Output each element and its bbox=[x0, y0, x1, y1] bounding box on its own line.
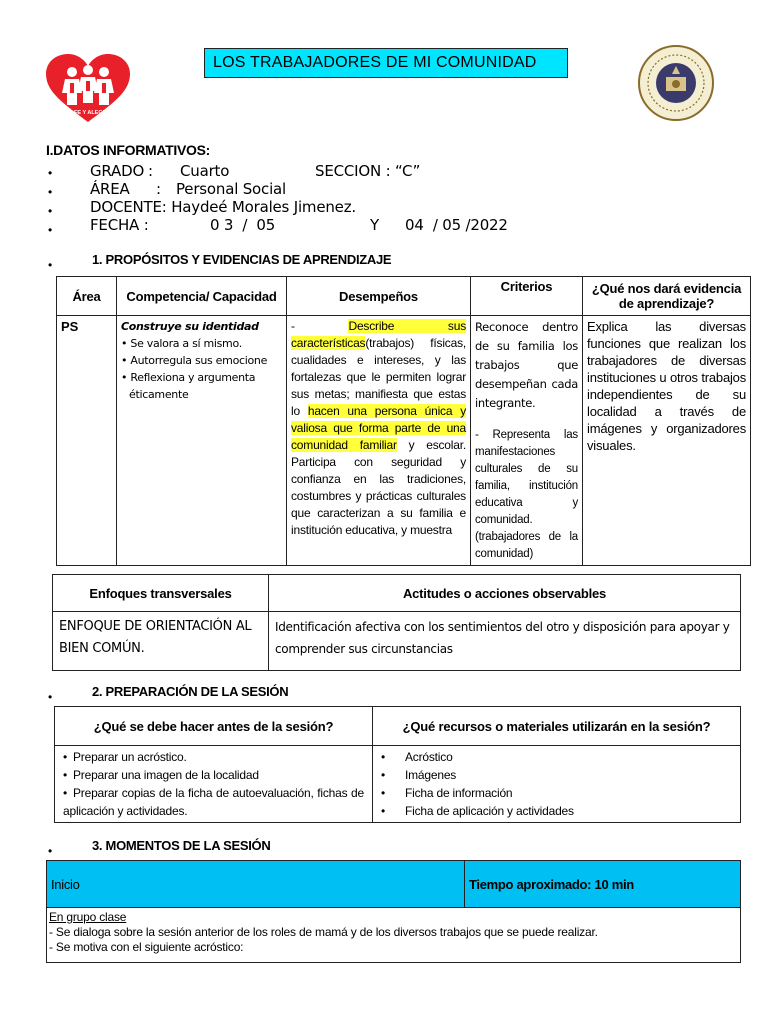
inicio-body bbox=[47, 908, 741, 963]
criterio-2: - Representa las manifestaciones culturales de su familia, institución educativa y comunidad. (trabajadores de la comunidad) bbox=[475, 429, 578, 560]
fe-y-alegria-logo bbox=[44, 52, 132, 124]
bullet: • bbox=[48, 223, 53, 237]
recurso-item: • Ficha de aplicación y actividades bbox=[381, 802, 732, 820]
recurso-item: • Acróstico bbox=[381, 748, 732, 766]
capacidad-item: • Se valora a sí mismo. bbox=[121, 337, 242, 350]
desempeno-highlight: Describe sus características bbox=[291, 319, 466, 350]
header-criterios: Criterios bbox=[471, 277, 583, 316]
area-separator: : bbox=[156, 180, 161, 198]
inicio-line: - Se motiva con el siguiente acróstico: bbox=[49, 940, 244, 954]
header-desempenos: Desempeños bbox=[287, 277, 471, 316]
fecha-end: 04 / 05 /2022 bbox=[405, 216, 508, 234]
desempeno-cell bbox=[287, 316, 471, 566]
docente-line: DOCENTE: Haydeé Morales Jimenez. bbox=[90, 198, 356, 216]
header-evidencia: ¿Qué nos dará evidencia de aprendizaje? bbox=[583, 277, 751, 316]
antes-item: • Preparar copias de la ficha de autoevaluación, fichas de aplicación y actividades. bbox=[63, 784, 364, 820]
header-area: Área bbox=[57, 277, 117, 316]
section2-heading: 2. PREPARACIÓN DE LA SESIÓN bbox=[92, 684, 289, 699]
bullet: • bbox=[48, 844, 53, 858]
grado-label: GRADO bbox=[90, 162, 145, 180]
area-label: ÁREA bbox=[90, 180, 130, 198]
seccion-value: SECCION : “C” bbox=[315, 162, 421, 180]
inicio-line: - Se dialoga sobre la sesión anterior de los roles de mamá y de los diversos trabajos que se puede realizar. bbox=[49, 925, 598, 939]
actitud-cell: Identificación afectiva con los sentimientos del otro y disposición para apoyar y comprender sus circunstancias bbox=[269, 612, 741, 671]
bullet: • bbox=[48, 690, 53, 704]
capacidad-item: • Autorregula sus emocione bbox=[121, 354, 268, 367]
desempeno-text: (trabajos) físicas, cualidades e intereses, y las fortalezas que le permiten lograr sus metas; manifiesta que estas lo bbox=[291, 336, 466, 418]
section1-heading: 1. PROPÓSITOS Y EVIDENCIAS DE APRENDIZAJE bbox=[92, 252, 392, 267]
fecha-start: 0 3 / 05 bbox=[210, 216, 276, 234]
bullet: • bbox=[48, 166, 53, 180]
grado-value: Cuarto bbox=[180, 162, 230, 180]
propositos-table bbox=[56, 276, 751, 566]
bullet: • bbox=[48, 204, 53, 218]
capacidad-item: • Reflexiona y argumenta éticamente bbox=[121, 371, 256, 401]
section3-heading: 3. MOMENTOS DE LA SESIÓN bbox=[92, 838, 271, 853]
enfoques-table bbox=[52, 574, 741, 671]
bullet: • bbox=[48, 185, 53, 199]
header-competencia: Competencia/ Capacidad bbox=[117, 277, 287, 316]
criterios-cell bbox=[471, 316, 583, 566]
evidencia-cell: Explica las diversas funciones que realizan los trabajadores de diversas instituciones u otros trabajos independientes de su localidad a través de imágenes y organizadores visuales. bbox=[583, 316, 751, 566]
area-cell: PS bbox=[57, 316, 117, 566]
antes-cell bbox=[55, 746, 373, 823]
competencia-title: Construye su identidad bbox=[121, 320, 259, 333]
fecha-label: FECHA : bbox=[90, 216, 149, 234]
grado-separator: : bbox=[148, 162, 153, 180]
school-crest-logo bbox=[636, 44, 716, 122]
preparacion-table bbox=[54, 706, 741, 823]
area-value: Personal Social bbox=[176, 180, 287, 198]
header-actitudes: Actitudes o acciones observables bbox=[269, 575, 741, 612]
grupo-clase-label: En grupo clase bbox=[49, 910, 127, 924]
desempeno-highlight: hacen una persona única y valiosa que forma parte de una comunidad familiar bbox=[291, 404, 466, 452]
datos-heading: I.DATOS INFORMATIVOS: bbox=[46, 142, 211, 158]
header-enfoques: Enfoques transversales bbox=[53, 575, 269, 612]
desempeno-text: y escolar. Participa con seguridad y confianza en las tradiciones, costumbres y prácticas culturales que caracterizan a su familia e institución educativa, y muestra bbox=[291, 438, 466, 537]
antes-item: • Preparar una imagen de la localidad bbox=[63, 766, 364, 784]
recurso-item: • Imágenes bbox=[381, 766, 732, 784]
enfoque-cell: ENFOQUE DE ORIENTACIÓN AL BIEN COMÚN. bbox=[53, 612, 269, 671]
desempeno-dash: - bbox=[291, 319, 349, 333]
fecha-y: Y bbox=[370, 216, 379, 234]
momentos-table bbox=[46, 860, 741, 963]
page-title: LOS TRABAJADORES DE MI COMUNIDAD bbox=[204, 48, 568, 78]
recursos-cell bbox=[373, 746, 741, 823]
competencia-cell bbox=[117, 316, 287, 566]
criterio-1: Reconoce dentro de su familia los trabajos que desempeñan cada integrante. bbox=[475, 320, 578, 410]
recurso-item: • Ficha de información bbox=[381, 784, 732, 802]
header-antes: ¿Qué se debe hacer antes de la sesión? bbox=[55, 707, 373, 746]
header-recursos: ¿Qué recursos o materiales utilizarán en la sesión? bbox=[373, 707, 741, 746]
antes-item: • Preparar un acróstico. bbox=[63, 748, 364, 766]
tiempo-label: Tiempo aproximado: 10 min bbox=[465, 861, 741, 908]
bullet: • bbox=[48, 258, 53, 272]
logo-left-text: FE Y ALEGRÍA bbox=[74, 110, 113, 116]
inicio-label: Inicio bbox=[47, 861, 465, 908]
